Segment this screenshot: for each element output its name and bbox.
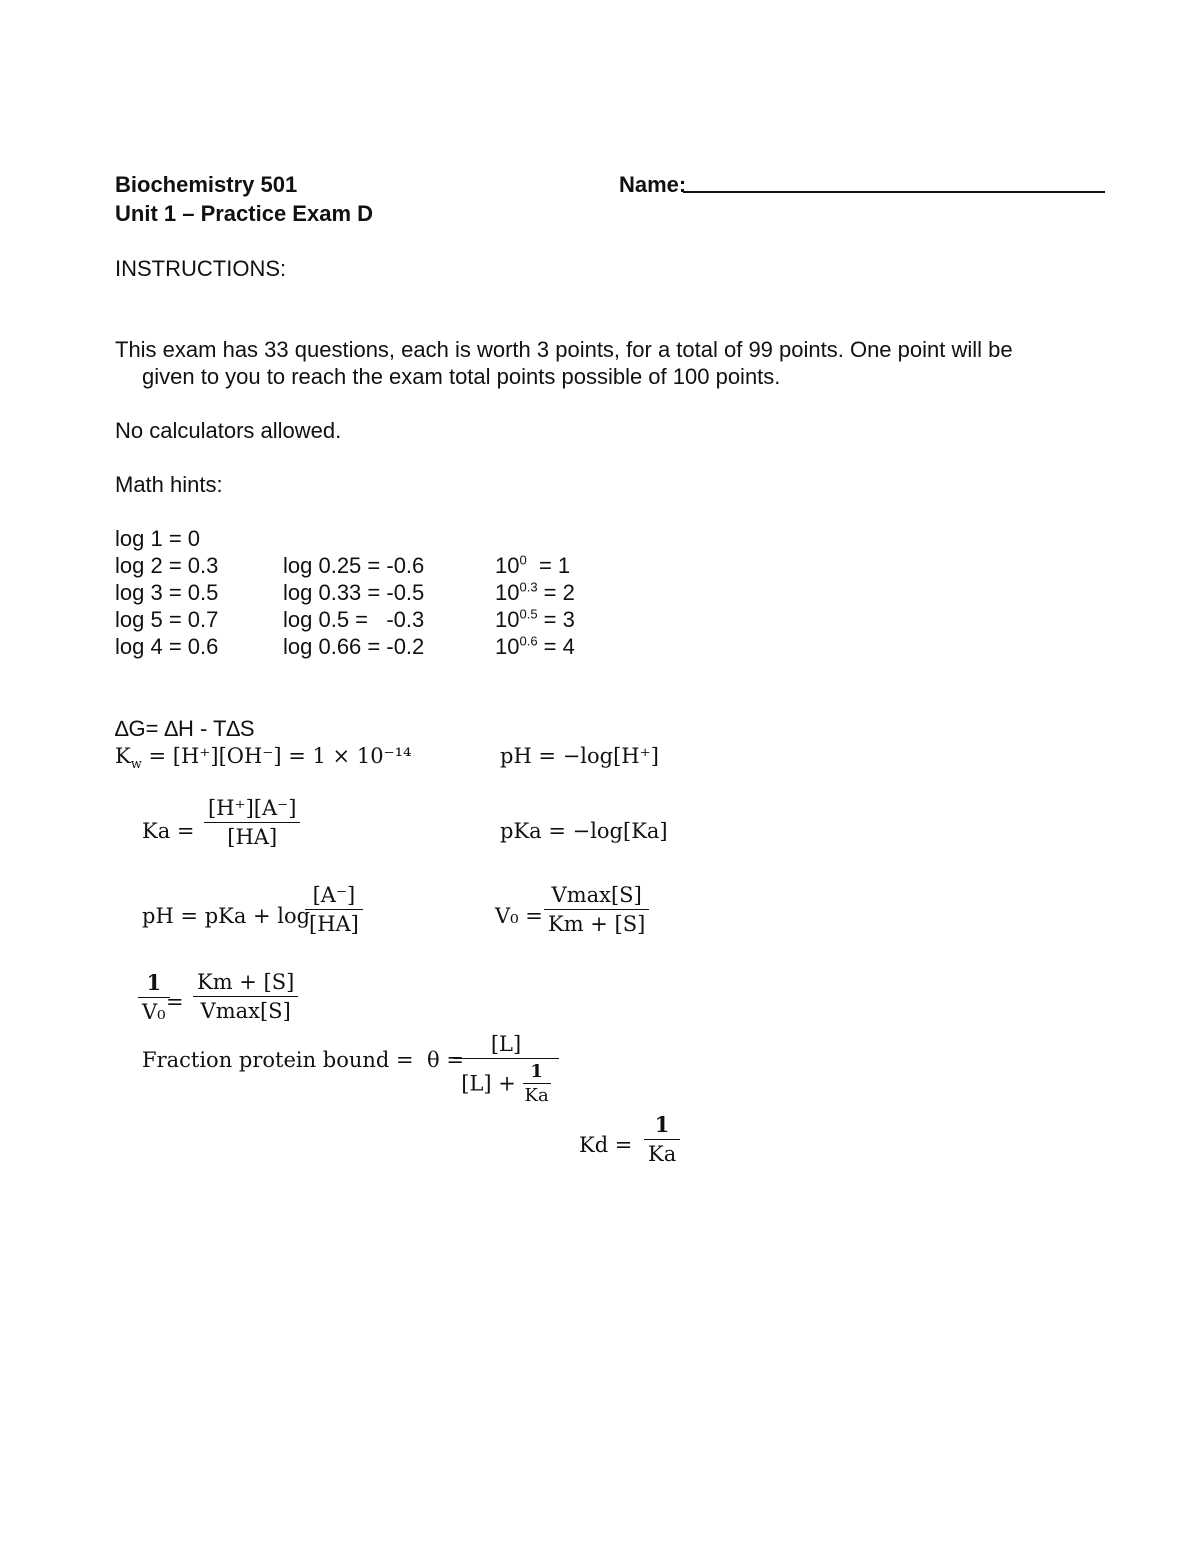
- hint-log1: log 1 = 0: [115, 526, 201, 551]
- kd-lhs: Kd =: [579, 1133, 633, 1157]
- exam-title: Unit 1 – Practice Exam D: [115, 201, 374, 226]
- lb-right-fraction: [193, 970, 298, 1023]
- kd-denominator: Ka: [648, 1142, 677, 1166]
- ka-lhs: Ka =: [142, 819, 195, 843]
- hh-fraction: [305, 883, 363, 936]
- instructions-heading: INSTRUCTIONS:: [115, 256, 287, 281]
- kd-numerator: 1: [654, 1112, 670, 1137]
- fraction-bound-numerator: [L]: [490, 1032, 522, 1056]
- hh-denominator: [HA]: [309, 912, 359, 936]
- hint-log05: log 0.5 = -0.3: [283, 607, 425, 632]
- kd-fraction: [644, 1112, 680, 1166]
- instructions-line-2: given to you to reach the exam total points possible of 100 points.: [142, 364, 781, 389]
- ka-denominator: [HA]: [227, 825, 278, 849]
- lb-equals: =: [166, 990, 184, 1014]
- hint-pow-05: $10^{0.5} = 3$: [495, 606, 575, 632]
- fraction-bound-fraction: [453, 1032, 559, 1106]
- ka-fraction: [204, 796, 300, 849]
- lb-left-fraction-bar: [138, 997, 170, 998]
- lb-right-fraction-bar: [193, 996, 298, 997]
- hh-numerator: [A⁻]: [312, 883, 356, 907]
- inverse-ka-numerator: 1: [530, 1061, 543, 1082]
- hint-log033: log 0.33 = -0.5: [283, 580, 425, 605]
- lb-left-numerator: 1: [146, 970, 162, 995]
- fraction-bound-label: Fraction protein bound = θ =: [142, 1048, 464, 1072]
- mm-numerator: Vmax[S]: [551, 883, 642, 907]
- hint-log3: log 3 = 0.5: [115, 580, 219, 605]
- mm-lhs: V₀ =: [495, 904, 543, 928]
- fraction-bound-bar: [453, 1058, 559, 1059]
- fraction-bound-den-left: [L] +: [461, 1071, 516, 1096]
- ka-numerator: [H⁺][A⁻]: [208, 796, 297, 820]
- ph-equation: pH = −log[H⁺]: [500, 744, 659, 768]
- course-title: Biochemistry 501: [115, 172, 298, 197]
- lb-left-fraction: [138, 970, 170, 1024]
- hint-pow-0: $10^0 = 1$: [495, 552, 571, 578]
- kd-fraction-bar: [644, 1139, 680, 1140]
- math-hints-label: Math hints:: [115, 472, 223, 497]
- hint-log5: log 5 = 0.7: [115, 607, 219, 632]
- name-label: Name:: [619, 172, 687, 197]
- hint-pow-06: $10^{0.6} = 4$: [495, 633, 575, 659]
- hint-log025: log 0.25 = -0.6: [283, 553, 425, 578]
- name-blank-line[interactable]: [683, 191, 1105, 193]
- gibbs-equation: ∆G= ∆H - T∆S: [115, 716, 255, 741]
- mm-fraction-bar: [544, 909, 649, 910]
- hh-fraction-bar: [305, 909, 363, 910]
- inverse-ka-denominator: Ka: [524, 1085, 549, 1106]
- inverse-ka-fraction: [523, 1061, 551, 1106]
- fraction-bound-denominator: [453, 1061, 559, 1106]
- hint-log4: log 4 = 0.6: [115, 634, 219, 659]
- mm-fraction: [544, 883, 649, 936]
- ka-fraction-bar: [204, 822, 300, 823]
- hint-log066: log 0.66 = -0.2: [283, 634, 425, 659]
- mm-denominator: Km + [S]: [548, 912, 646, 936]
- lb-left-denominator: V₀: [142, 1000, 166, 1024]
- lb-right-denominator: Vmax[S]: [200, 999, 291, 1023]
- hh-lhs: pH = pKa + log: [142, 904, 311, 928]
- instructions-line-1: This exam has 33 questions, each is worth 3 points, for a total of 99 points. One point will be: [115, 337, 1013, 362]
- calculator-rule: No calculators allowed.: [115, 418, 342, 443]
- hint-log2: log 2 = 0.3: [115, 553, 219, 578]
- inverse-ka-bar: [523, 1083, 551, 1084]
- pka-equation: pKa = −log[Ka]: [500, 819, 668, 843]
- kw-equation: $K_w = [H^+][OH^-] = 1 \times 10^{-14}$: [115, 744, 412, 773]
- hint-pow-03: $10^{0.3} = 2$: [495, 579, 575, 605]
- lb-right-numerator: Km + [S]: [197, 970, 295, 994]
